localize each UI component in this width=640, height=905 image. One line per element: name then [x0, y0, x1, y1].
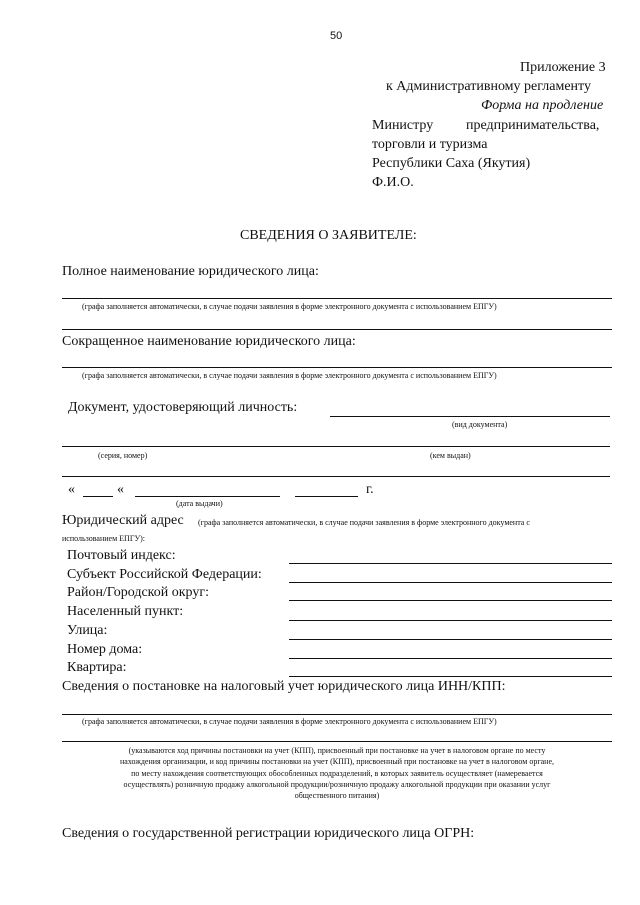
doc-type-input-line[interactable] [330, 416, 610, 417]
short-name-auto-note: (графа заполняется автоматически, в случае подачи заявления в форме электронного документа с использованием ЕПГУ) [82, 371, 497, 380]
form-type-label: Форма на продление [481, 98, 604, 113]
addressee-fio: Ф.И.О. [372, 175, 414, 190]
addressee-minister: Министру [372, 118, 434, 133]
tax-registration-auto-note: (графа заполняется автоматически, в случае подачи заявления в форме электронного документа с использованием ЕПГУ) [82, 717, 497, 726]
series-issuer-input-line[interactable] [62, 446, 610, 447]
full-name-label: Полное наименование юридического лица: [62, 264, 319, 279]
issue-month-input-line[interactable] [135, 496, 280, 497]
date-quote-close: « [117, 482, 124, 497]
identity-doc-label: Документ, удостоверяющий личность: [68, 400, 298, 415]
issued-by-caption: (кем выдан) [430, 451, 471, 460]
kpp-input-line[interactable] [62, 741, 612, 742]
short-name-input-line[interactable] [62, 367, 612, 368]
doc-type-caption: (вид документа) [452, 420, 508, 429]
district-label: Район/Городской округ: [67, 585, 210, 600]
short-name-label: Сокращенное наименование юридического лица: [62, 334, 356, 349]
date-quote-open: « [68, 482, 75, 497]
full-name-bottom-line [62, 329, 612, 330]
full-name-input-line[interactable] [62, 298, 612, 299]
kpp-note-line2: нахождения организации, и код причины постановки на учет (КПП), присвоенный при постановке на учет в налоговом органе, [119, 757, 554, 767]
addressee-trade: торговли и туризма [372, 137, 488, 152]
year-suffix: г. [366, 482, 374, 497]
federal-subject-label: Субъект Российской Федерации: [67, 567, 262, 582]
street-input-line[interactable] [289, 639, 612, 640]
apartment-input-line[interactable] [289, 676, 612, 677]
street-label: Улица: [67, 623, 108, 638]
postal-code-label: Почтовый индекс: [67, 548, 176, 563]
ogrn-label: Сведения о государственной регистрации юридического лица ОГРН: [62, 826, 475, 841]
series-number-caption: (серия, номер) [98, 451, 148, 460]
district-input-line[interactable] [289, 600, 612, 601]
postal-code-input-line[interactable] [289, 563, 612, 564]
identity-extra-line[interactable] [62, 476, 610, 477]
kpp-note-line4: осуществлять) розничную продажу алкогольной продукции/розничную продажу алкогольной продукции при оказании услуг [123, 779, 551, 789]
section-title: СВЕДЕНИЯ О ЗАЯВИТЕЛЕ: [240, 228, 417, 243]
locality-input-line[interactable] [289, 620, 612, 621]
tax-registration-input-line[interactable] [62, 714, 612, 715]
tax-registration-label: Сведения о постановке на налоговый учет юридического лица ИНН/КПП: [62, 679, 506, 694]
issue-year-input-line[interactable] [295, 496, 358, 497]
appendix-label: Приложение 3 [520, 60, 606, 75]
federal-subject-input-line[interactable] [289, 582, 612, 583]
regulation-label: к Административному регламенту [386, 79, 591, 94]
house-number-input-line[interactable] [289, 658, 612, 659]
house-number-label: Номер дома: [67, 642, 143, 657]
legal-address-note-line1: (графа заполняется автоматически, в случае подачи заявления в форме электронного документа с [198, 518, 530, 527]
legal-address-label: Юридический адрес [62, 513, 184, 528]
kpp-note-line5: общественного питания) [294, 791, 380, 801]
kpp-note-line1: (указываются ход причины постановки на учет (КПП), присвоенный при постановке на учет в налоговом органе по месту [128, 746, 546, 755]
legal-address-note-line2: использованием ЕПГУ): [62, 534, 145, 543]
issue-day-input-line[interactable] [83, 496, 113, 497]
addressee-republic: Республики Саха (Якутия) [372, 156, 531, 171]
addressee-entrepreneurship: предпринимательства, [466, 118, 600, 133]
kpp-note-line3: по месту нахождения соответствующих обособленных подразделений, в которых заявитель осуществляет (намеревается [131, 768, 543, 778]
issue-date-caption: (дата выдачи) [176, 499, 223, 508]
kpp-note [62, 745, 612, 801]
apartment-label: Квартира: [67, 660, 127, 675]
locality-label: Населенный пункт: [67, 604, 184, 619]
page-number: 50 [330, 30, 343, 42]
full-name-auto-note: (графа заполняется автоматически, в случае подачи заявления в форме электронного документа с использованием ЕПГУ) [82, 302, 497, 311]
